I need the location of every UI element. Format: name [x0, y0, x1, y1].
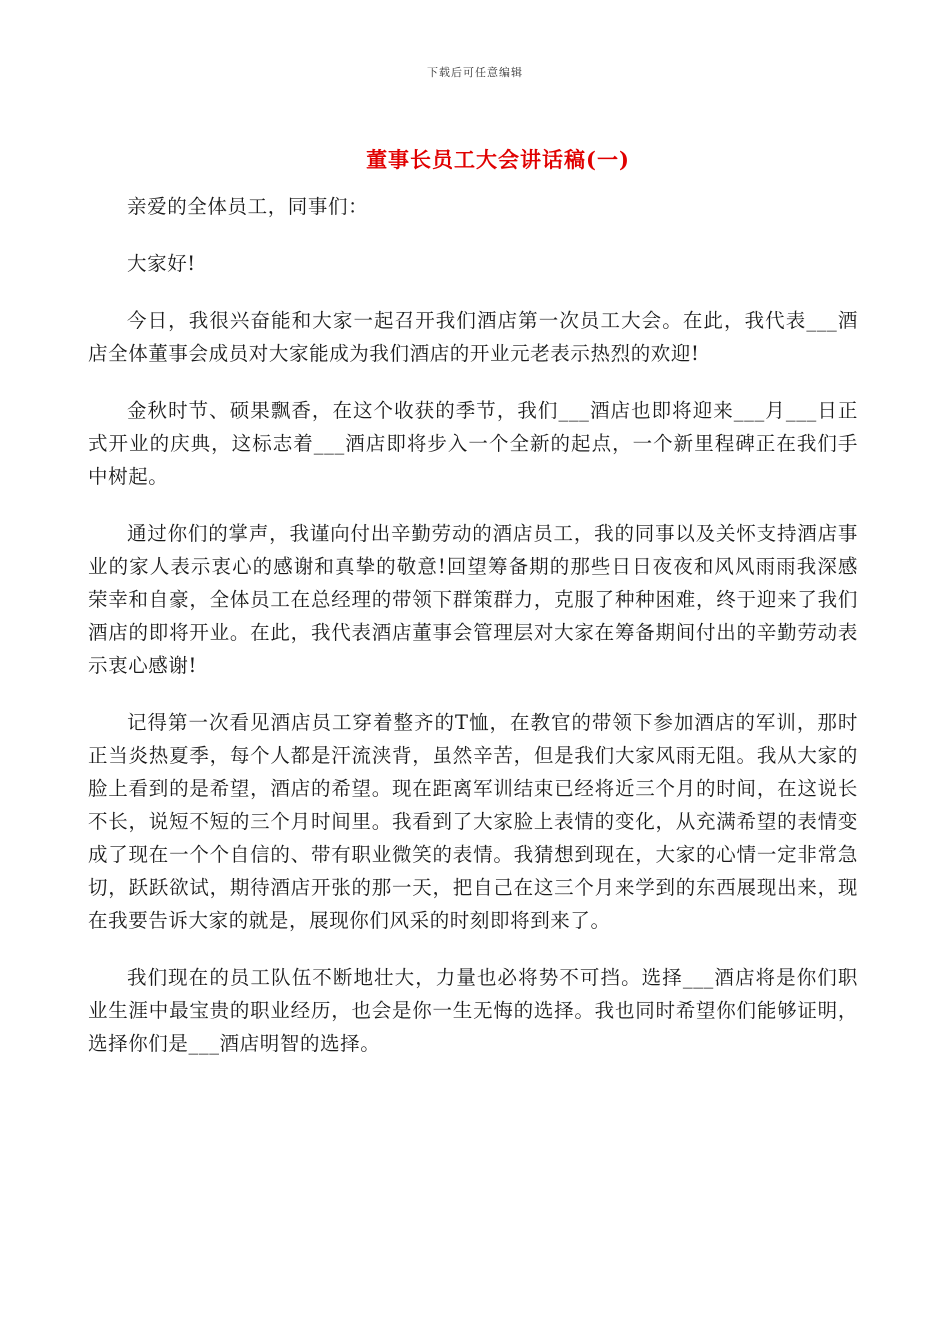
- paragraph-welcome: 今日，我很兴奋能和大家一起召开我们酒店第一次员工大会。在此，我代表___酒店全体董事会成员对大家能成为我们酒店的开业元老表示热烈的欢迎!: [88, 309, 858, 365]
- document-title: 董事长员工大会讲话稿(一): [366, 147, 630, 172]
- paragraph-thanks: 通过你们的掌声，我谨向付出辛勤劳动的酒店员工，我的同事以及关怀支持酒店事业的家人表示衷心的感谢和真挚的敬意!回望筹备期的那些日日夜夜和风风雨雨我深感荣幸和自豪，全体员工在总经理的带领下群策群力，克服了种种困难，终于迎来了我们酒店的即将开业。在此，我代表酒店董事会管理层对大家在筹备期间付出的辛勤劳动表示衷心感谢!: [88, 522, 858, 677]
- paragraph-military-training: 记得第一次看见酒店员工穿着整齐的T恤，在教官的带领下参加酒店的军训，那时正当炎热夏季，每个人都是汗流浃背，虽然辛苦，但是我们大家风雨无阻。我从大家的脸上看到的是希望，酒店的希望。现在距离军训结束已经将近三个月的时间，在这说长不长，说短不短的三个月时间里。我看到了大家脸上表情的变化，从充满希望的表情变成了现在一个个自信的、带有职业微笑的表情。我猜想到现在，大家的心情一定非常急切，跃跃欲试，期待酒店开张的那一天，把自己在这三个月来学到的东西展现出来，现在我要告诉大家的就是，展现你们风采的时刻即将到来了。: [88, 711, 858, 932]
- document-body: [88, 190, 858, 1084]
- greeting: 大家好!: [127, 252, 196, 275]
- header-note: 下载后可任意编辑: [427, 66, 523, 79]
- paragraph-opening-ceremony: 金秋时节、硕果飘香，在这个收获的季节，我们___酒店也即将迎来___月___日正式开业的庆典，这标志着___酒店即将步入一个全新的起点，一个新里程碑正在我们手中树起。: [88, 399, 858, 488]
- salutation: 亲爱的全体员工，同事们：: [127, 195, 369, 218]
- paragraph-team-growth: 我们现在的员工队伍不断地壮大，力量也必将势不可挡。选择___酒店将是你们职业生涯中最宝贵的职业经历，也会是你一生无悔的选择。我也同时希望你们能够证明，选择你们是___酒店明智的选择。: [88, 966, 858, 1055]
